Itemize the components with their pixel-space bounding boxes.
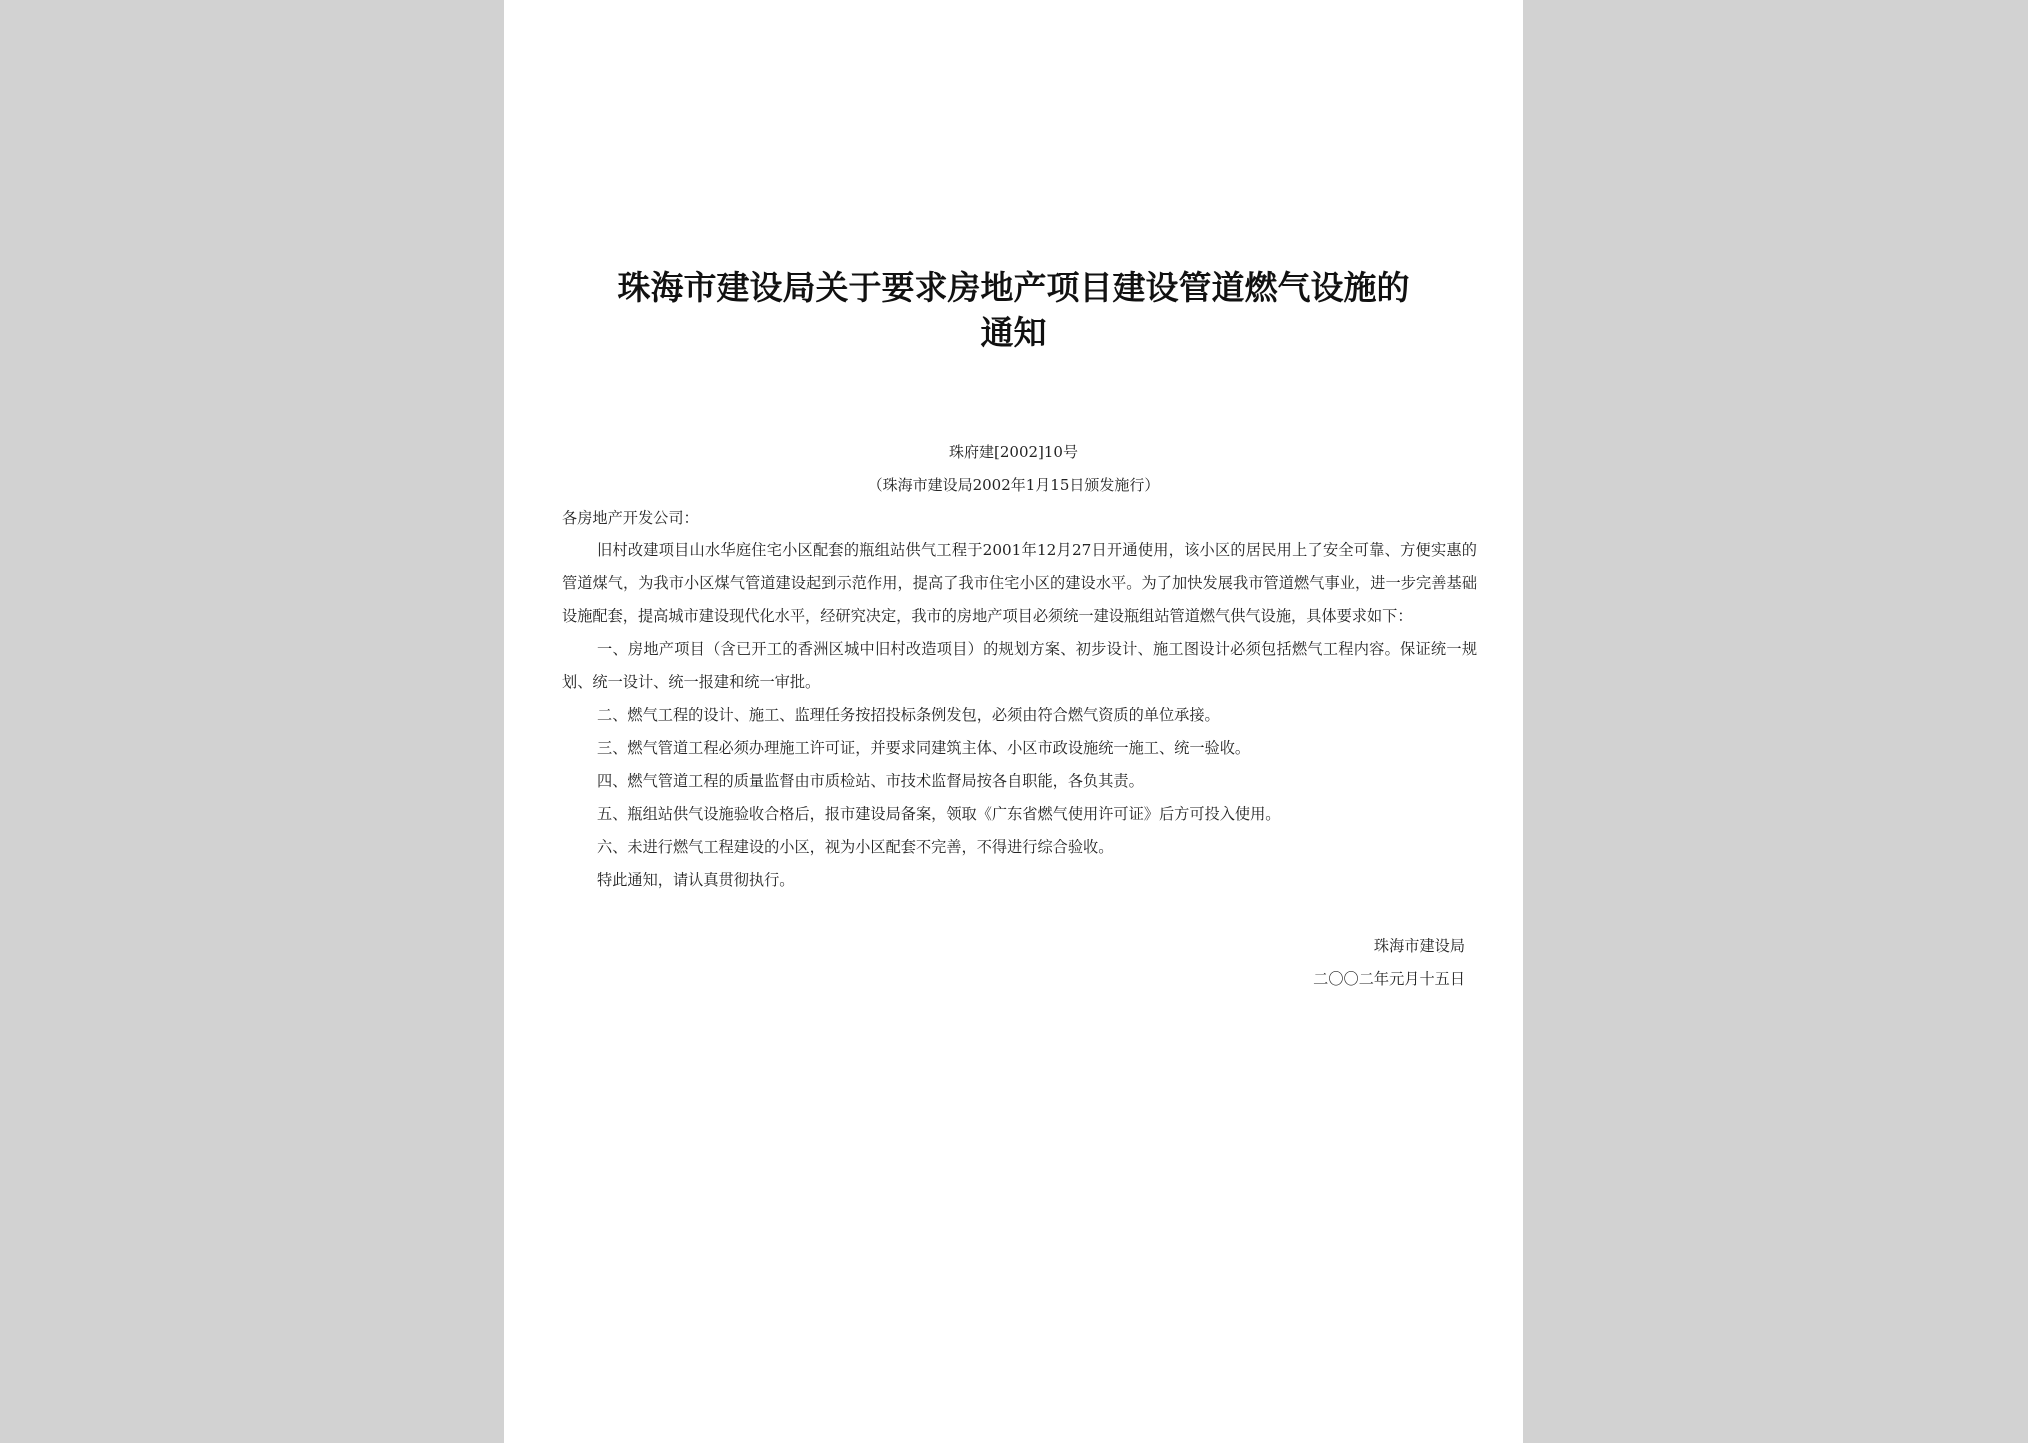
body-paragraph: 二、燃气工程的设计、施工、监理任务按招投标条例发包，必须由符合燃气资质的单位承接。 bbox=[597, 706, 1220, 724]
document-title-line-2: 通知 bbox=[980, 313, 1047, 352]
body-paragraph: 旧村改建项目山水华庭住宅小区配套的瓶组站供气工程于2001年12月27日开通使用，该小区的居民用上了安全可靠、方便实惠的管道煤气，为我市小区煤气管道建设起到示范作用，提高了我市住宅小区的建设水平。为了加快发展我市管道燃气事业，进一步完善基础设施配套，提高城市建设现代化水平，经研究决定，我市的房地产项目必须统一建设瓶组站管道燃气供气设施，具体要求如下： bbox=[562, 541, 1477, 625]
body-paragraph: 一、房地产项目（含已开工的香洲区城中旧村改造项目）的规划方案、初步设计、施工图设计必须包括燃气工程内容。保证统一规划、统一设计、统一报建和统一审批。 bbox=[562, 640, 1477, 691]
document-body bbox=[562, 534, 1477, 897]
body-paragraph: 三、燃气管道工程必须办理施工许可证，并要求同建筑主体、小区市政设施统一施工、统一验收。 bbox=[597, 739, 1251, 757]
body-paragraph: 六、未进行燃气工程建设的小区，视为小区配套不完善，不得进行综合验收。 bbox=[597, 838, 1114, 856]
signer: 珠海市建设局 bbox=[1373, 937, 1465, 955]
document-page bbox=[504, 0, 1523, 1443]
document-date: 二〇〇二年元月十五日 bbox=[1313, 970, 1465, 988]
body-paragraph: 五、瓶组站供气设施验收合格后，报市建设局备案，领取《广东省燃气使用许可证》后方可投入使用。 bbox=[597, 805, 1281, 823]
body-paragraph: 特此通知，请认真贯彻执行。 bbox=[597, 871, 795, 889]
issued-note: （珠海市建设局2002年1月15日颁发施行） bbox=[867, 476, 1160, 494]
document-title-line-1: 珠海市建设局关于要求房地产项目建设管道燃气设施的 bbox=[617, 268, 1410, 307]
body-paragraph: 四、燃气管道工程的质量监督由市质检站、市技术监督局按各自职能，各负其责。 bbox=[597, 772, 1144, 790]
salutation: 各房地产开发公司： bbox=[562, 509, 699, 527]
document-number: 珠府建[2002]10号 bbox=[949, 443, 1078, 461]
